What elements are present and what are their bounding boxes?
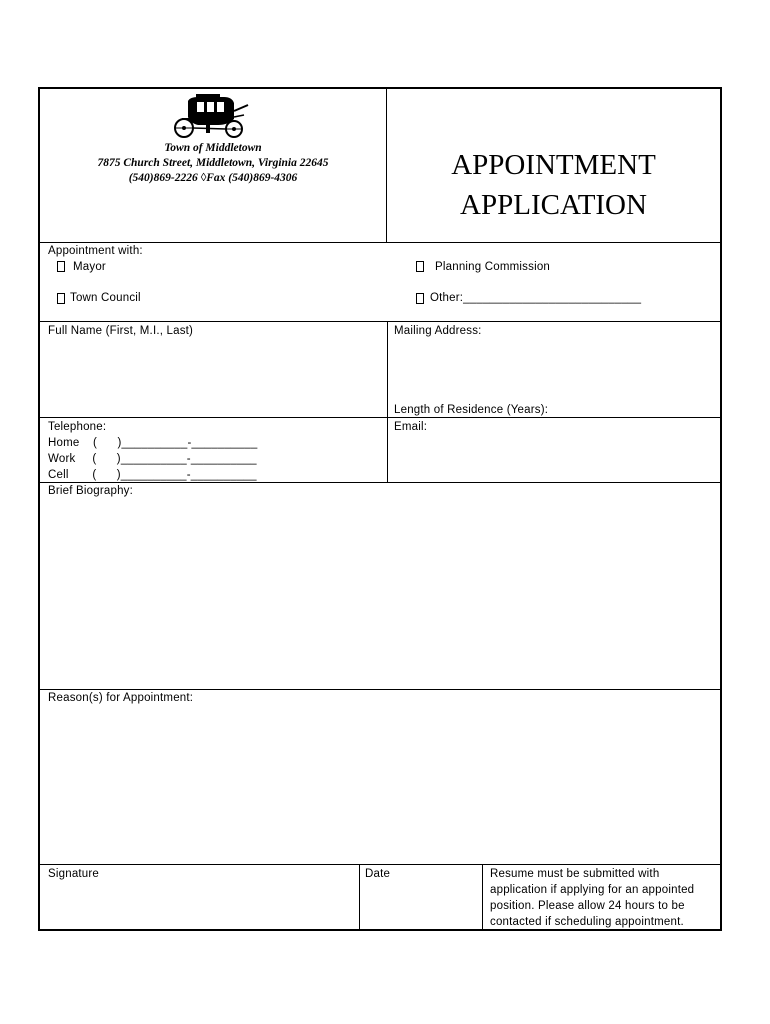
other-label[interactable]: Other:___________________________ [430, 292, 642, 304]
planning-commission-label: Planning Commission [435, 261, 551, 273]
signature-field[interactable]: Signature [48, 868, 100, 880]
appointment-with-label: Appointment with: [48, 245, 143, 257]
town-phone-fax: (540)869-2226 ◊Fax (540)869-4306 [128, 172, 298, 184]
reasons-for-appointment-field[interactable]: Reason(s) for Appointment: [48, 692, 194, 704]
work-phone-field[interactable]: Work ( )__________-__________ [48, 453, 257, 465]
stagecoach-icon [168, 93, 252, 139]
mayor-checkbox[interactable] [57, 261, 65, 272]
planning-commission-checkbox[interactable] [416, 261, 424, 272]
home-phone-field[interactable]: Home ( )__________-__________ [48, 437, 258, 449]
length-of-residence-field[interactable]: Length of Residence (Years): [394, 404, 549, 416]
form-title-line2: APPLICATION [460, 189, 647, 221]
cell-phone-field[interactable]: Cell ( )__________-__________ [48, 469, 257, 481]
resume-note: Resume must be submitted with application if applying for an appointed position. Please allow 24 hours to be contacted if scheduling appointment. [490, 868, 695, 928]
telephone-label: Telephone: [48, 421, 107, 433]
appointment-application-form [38, 87, 722, 931]
town-name: Town of Middletown [164, 142, 262, 154]
town-address: 7875 Church Street, Middletown, Virginia 22645 [97, 157, 329, 169]
email-field[interactable]: Email: [394, 421, 428, 433]
town-council-checkbox[interactable] [57, 293, 65, 304]
mayor-label: Mayor [73, 261, 106, 273]
town-council-label: Town Council [70, 292, 141, 304]
mailing-address-field[interactable]: Mailing Address: [394, 325, 482, 337]
brief-biography-field[interactable]: Brief Biography: [48, 485, 134, 497]
other-checkbox[interactable] [416, 293, 424, 304]
date-field[interactable]: Date [365, 868, 391, 880]
town-logo [168, 93, 252, 139]
form-title-line1: APPOINTMENT [451, 149, 656, 181]
full-name-field[interactable]: Full Name (First, M.I., Last) [48, 325, 194, 337]
